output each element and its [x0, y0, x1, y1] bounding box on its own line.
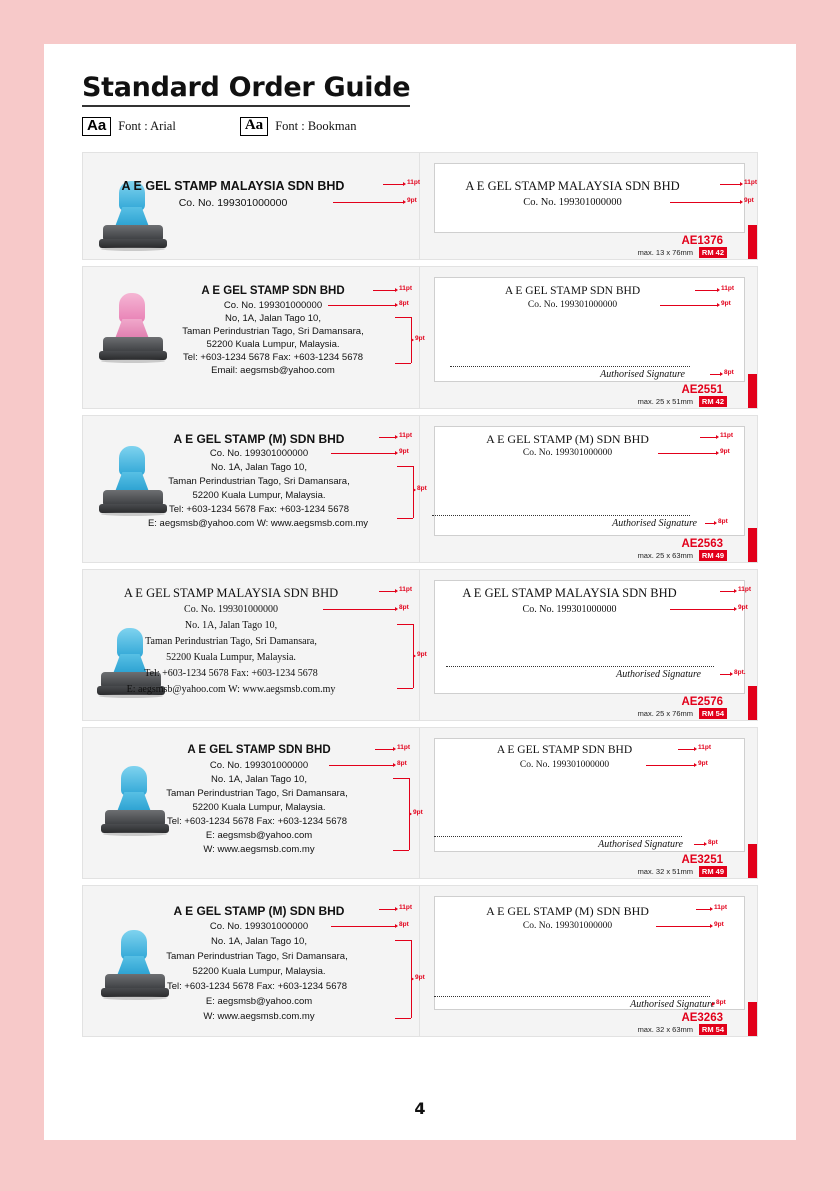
row-accent-tab [748, 844, 757, 878]
pt-marker: 11pt [399, 585, 413, 593]
stamp-line-1: A E GEL STAMP (M) SDN BHD [173, 431, 345, 446]
row-accent-tab [748, 374, 757, 408]
page-title: Standard Order Guide [82, 72, 410, 107]
stamp-line-5: 52200 Kuala Lumpur, Malaysia. [192, 965, 326, 977]
stamp-line-1: A E GEL STAMP MALAYSIA SDN BHD [121, 178, 345, 193]
stamp-line-1: A E GEL STAMP SDN BHD [187, 743, 331, 756]
stamp-line-2: Co. No. 199301000000 [527, 299, 618, 310]
pt-marker: 9pt [698, 759, 708, 767]
pt-marker: 8pt [708, 838, 718, 846]
row-left-panel [83, 728, 423, 878]
product-row[interactable] [82, 885, 758, 1037]
pt-marker: 9pt [415, 973, 425, 981]
pt-marker: 8pt. [734, 668, 746, 676]
stamp-product-icon [97, 293, 169, 365]
pt-marker: 11pt [698, 743, 712, 751]
product-row[interactable] [82, 727, 758, 879]
product-price: RM 42 [699, 247, 727, 258]
pt-marker: 9pt [721, 299, 731, 307]
document-page [44, 44, 796, 1140]
pt-marker: 9pt [417, 650, 427, 658]
product-row[interactable] [82, 569, 758, 721]
stamp-line-8: W: www.aegsmsb.com.my [203, 843, 315, 855]
stamp-line-3: No. 1A, Jalan Tago 10, [211, 461, 307, 473]
stamp-line-1: A E GEL STAMP (M) SDN BHD [486, 903, 649, 918]
product-code: AE3263 [681, 1011, 723, 1024]
pt-marker: 11pt [399, 431, 413, 439]
stamp-line-4: Taman Perindustrian Tago, Sri Damansara, [166, 787, 348, 799]
signature-label: Authorised Signature [612, 517, 697, 529]
row-left-panel [83, 886, 425, 1036]
stamp-line-2: Co. No. 199301000000 [184, 603, 278, 615]
stamp-line-6: Tel: +603-1234 5678 Fax: +603-1234 5678 [144, 667, 318, 679]
page-number: 4 [414, 1099, 426, 1118]
pt-marker: 8pt [718, 517, 728, 525]
product-code: AE3251 [681, 853, 723, 866]
row-accent-tab [748, 225, 757, 259]
stamp-line-1: A E GEL STAMP MALAYSIA SDN BHD [123, 585, 339, 600]
product-price: RM 54 [699, 1024, 727, 1035]
product-price: RM 54 [699, 708, 727, 719]
signature-label: Authorised Signature [600, 368, 685, 380]
stamp-line-3: No. 1A, Jalan Tago 10, [211, 773, 307, 785]
stamp-line-4: Taman Perindustrian Tago, Sri Damansara, [168, 475, 350, 487]
pt-marker: 11pt [407, 178, 421, 186]
row-left-panel [83, 416, 427, 562]
product-size: max. 25 x 51mm [637, 396, 693, 406]
pt-marker: 8pt [399, 299, 409, 307]
signature-label: Authorised Signature [630, 998, 715, 1010]
stamp-line-7: Email: aegsmsb@yahoo.com [211, 364, 335, 376]
row-left-panel [83, 570, 427, 720]
pt-marker: 9pt [399, 447, 409, 455]
stamp-line-5: 52200 Kuala Lumpur, Malaysia. [192, 801, 326, 813]
stamp-line-2: Co. No. 199301000000 [523, 196, 622, 208]
pt-marker: 11pt [397, 743, 411, 751]
page-content [82, 72, 758, 1043]
row-left-panel [83, 267, 425, 408]
font-sample-bookman-icon: Aa [240, 117, 268, 136]
pt-marker: 8pt [417, 484, 427, 492]
product-size: max. 25 x 63mm [637, 550, 693, 560]
stamp-line-1: A E GEL STAMP MALAYSIA SDN BHD [462, 585, 677, 600]
stamp-line-3: No. 1A, Jalan Tago 10, [211, 935, 307, 947]
product-size: max. 13 x 76mm [637, 247, 693, 257]
product-code: AE2563 [681, 537, 723, 550]
pt-marker: 9pt [415, 334, 425, 342]
pt-marker: 9pt [744, 196, 754, 204]
pt-marker: 11pt [721, 284, 735, 292]
row-accent-tab [748, 1002, 757, 1036]
row-left-panel [83, 153, 420, 259]
stamp-line-2: Co. No. 199301000000 [209, 920, 309, 932]
pt-marker: 8pt [397, 759, 407, 767]
pt-marker: 9pt [738, 603, 748, 611]
stamp-line-2: Co. No. 199301000000 [178, 196, 288, 209]
stamp-line-1: A E GEL STAMP SDN BHD [496, 743, 633, 756]
legend-item-arial [82, 117, 176, 136]
font-legend [82, 117, 758, 136]
legend-label-arial: Font : Arial [118, 118, 176, 133]
stamp-line-2: Co. No. 199301000000 [223, 299, 323, 311]
pt-marker: 11pt [738, 585, 752, 593]
stamp-line-2: Co. No. 199301000000 [519, 759, 610, 770]
stamp-line-7: E: aegsmsb@yahoo.com W: www.aegsmsb.com.my [147, 517, 369, 529]
pt-marker: 8pt [724, 368, 734, 376]
stamp-line-1: A E GEL STAMP (M) SDN BHD [173, 903, 345, 918]
stamp-line-7: E: aegsmsb@yahoo.com [205, 829, 313, 841]
product-code: AE2576 [681, 695, 723, 708]
row-accent-tab [748, 686, 757, 720]
pt-marker: 11pt [399, 284, 413, 292]
product-price: RM 49 [699, 550, 727, 561]
stamp-line-2: Co. No. 199301000000 [522, 920, 613, 931]
stamp-line-2: Co. No. 199301000000 [522, 447, 613, 458]
product-row[interactable] [82, 152, 758, 260]
stamp-line-1: A E GEL STAMP MALAYSIA SDN BHD [465, 178, 680, 193]
stamp-line-1: A E GEL STAMP SDN BHD [201, 284, 345, 297]
pt-marker: 8pt [716, 998, 726, 1006]
stamp-line-1: A E GEL STAMP SDN BHD [504, 284, 641, 297]
signature-label: Authorised Signature [616, 668, 701, 680]
product-size: max. 32 x 63mm [637, 1024, 693, 1034]
stamp-line-5: 52200 Kuala Lumpur, Malaysia. [192, 489, 326, 501]
row-accent-tab [748, 528, 757, 562]
stamp-line-3: No. 1A, Jalan Tago 10, [184, 619, 278, 631]
pt-marker: 11pt [744, 178, 758, 186]
pt-marker: 9pt [720, 447, 730, 455]
stamp-line-7: E: aegsmsb@yahoo.com W: www.aegsmsb.com.my [126, 683, 336, 695]
stamp-line-6: Tel: +603-1234 5678 Fax: +603-1234 5678 [182, 351, 364, 363]
stamp-line-4: Taman Perindustrian Tago, Sri Damansara, [166, 950, 348, 962]
product-size: max. 25 x 76mm [637, 708, 693, 718]
product-size: max. 32 x 51mm [637, 866, 693, 876]
signature-label: Authorised Signature [598, 838, 683, 850]
stamp-line-4: Taman Perindustrian Tago, Sri Damansara, [145, 635, 317, 647]
pt-marker: 9pt [714, 920, 724, 928]
stamp-line-5: 52200 Kuala Lumpur, Malaysia. [166, 651, 296, 663]
stamp-line-6: Tel: +603-1234 5678 Fax: +603-1234 5678 [168, 503, 350, 515]
pt-marker: 11pt [714, 903, 728, 911]
stamp-line-1: A E GEL STAMP (M) SDN BHD [486, 431, 649, 446]
pt-marker: 9pt [413, 808, 423, 816]
stamp-line-6: Tel: +603-1234 5678 Fax: +603-1234 5678 [166, 980, 348, 992]
stamp-line-2: Co. No. 199301000000 [209, 447, 309, 459]
stamp-line-7: E: aegsmsb@yahoo.com [205, 995, 313, 1007]
pt-marker: 8pt [399, 603, 409, 611]
product-price: RM 42 [699, 396, 727, 407]
stamp-line-6: Tel: +603-1234 5678 Fax: +603-1234 5678 [166, 815, 348, 827]
stamp-line-4: Taman Perindustrian Tago, Sri Damansara, [182, 325, 364, 337]
font-sample-arial-icon: Aa [82, 117, 111, 136]
pt-marker: 11pt [720, 431, 734, 439]
product-row[interactable] [82, 266, 758, 409]
pt-marker: 11pt [399, 903, 413, 911]
stamp-line-3: No, 1A, Jalan Tago 10, [225, 312, 321, 324]
product-price: RM 49 [699, 866, 727, 877]
product-code: AE1376 [681, 234, 723, 247]
stamp-line-5: 52200 Kuala Lumpur, Malaysia. [206, 338, 340, 350]
pt-marker: 9pt [407, 196, 417, 204]
stamp-line-8: W: www.aegsmsb.com.my [203, 1010, 315, 1022]
stamp-line-2: Co. No. 199301000000 [209, 759, 309, 771]
product-code: AE2551 [681, 383, 723, 396]
legend-label-bookman: Font : Bookman [275, 118, 357, 133]
product-row[interactable] [82, 415, 758, 563]
pt-marker: 8pt [399, 920, 409, 928]
legend-item-bookman [240, 117, 357, 136]
stamp-line-2: Co. No. 199301000000 [522, 603, 617, 615]
